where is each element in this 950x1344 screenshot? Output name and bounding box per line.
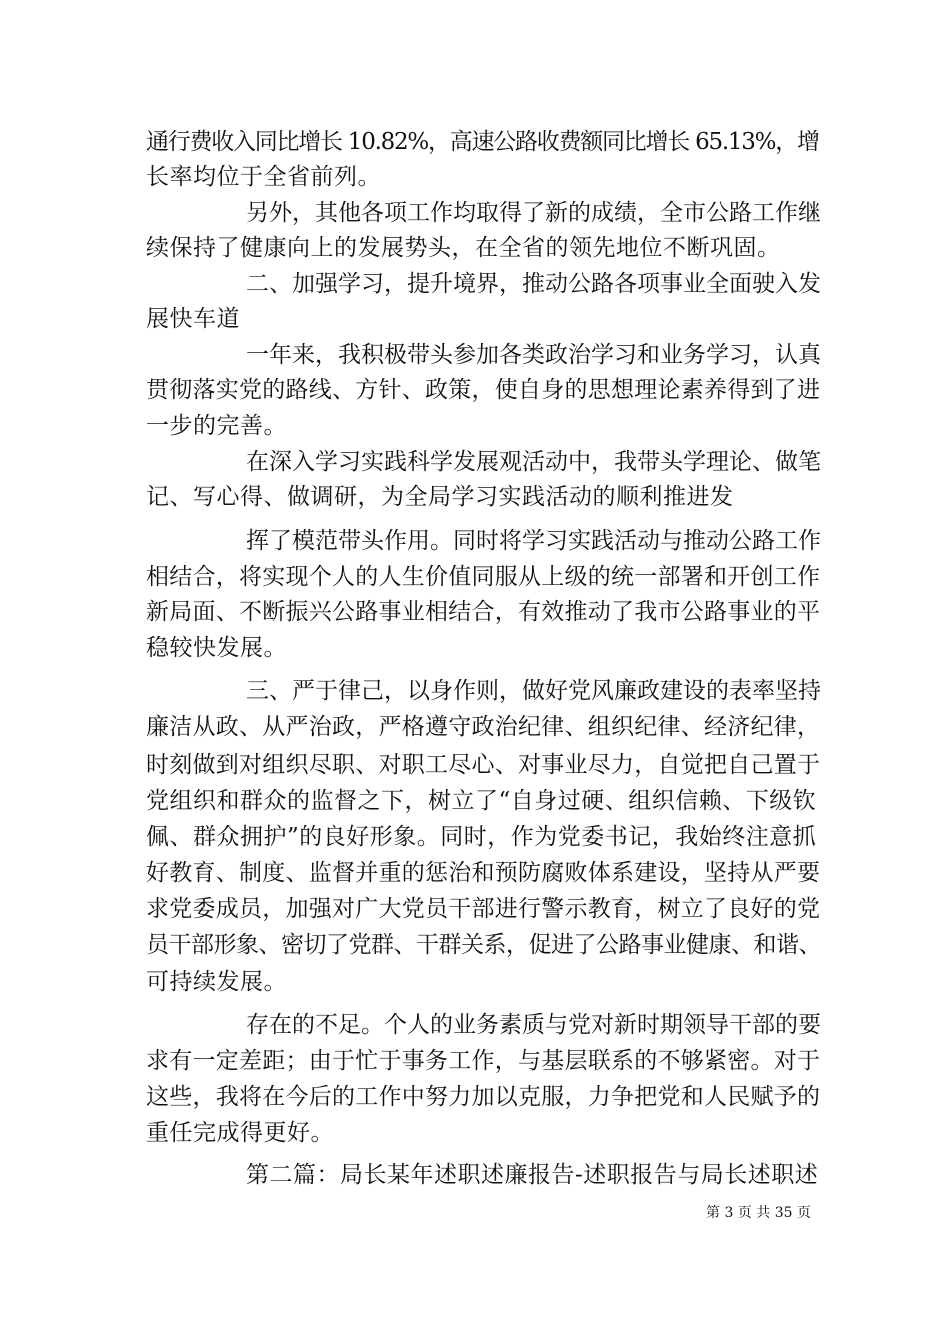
text-line: 求有一定差距；由于忙于事务工作，与基层联系的不够紧密。对于 — [146, 1048, 821, 1074]
text-line: 可持续发展。 — [146, 969, 287, 995]
text-line: 在深入学习实践科学发展观活动中，我带头学理论、做笔 — [246, 449, 821, 475]
text-line: 挥了模范带头作用。同时将学习实践活动与推动公路工作 — [246, 528, 821, 554]
text-line: 一年来，我积极带头参加各类政治学习和业务学习，认真 — [246, 342, 821, 368]
text-line: 存在的不足。个人的业务素质与党对新时期领导干部的要 — [246, 1012, 821, 1038]
section-heading: 二、加强学习，提升境界，推动公路各项事业全面驶入发 — [246, 271, 821, 297]
text-line: 记、写心得、做调研，为全局学习实践活动的顺利推进发 — [146, 484, 734, 510]
text-line: 佩、群众拥护”的良好形象。同时，作为党委书记，我始终注意抓 — [146, 824, 817, 850]
text-line: 另外，其他各项工作均取得了新的成绩，全市公路工作继 — [246, 200, 821, 226]
text-line: 廉洁从政、从严治政，严格遵守政治纪律、组织纪律、经济纪律， — [146, 714, 821, 740]
text-line: 贯彻落实党的路线、方针、政策，使自身的思想理论素养得到了进 — [146, 377, 821, 403]
text-line: 员干部形象、密切了党群、干群关系，促进了公路事业健康、和谐、 — [146, 932, 821, 958]
text-line: 好教育、制度、监督并重的惩治和预防腐败体系建设，坚持从严要 — [146, 860, 821, 886]
text-line: 稳较快发展。 — [146, 635, 287, 661]
text-line: 重任完成得更好。 — [146, 1120, 334, 1146]
page-number-footer: 第 3 页 共 35 页 — [706, 1205, 811, 1221]
text-line: 相结合，将实现个人的人生价值同服从上级的统一部署和开创工作 — [146, 564, 821, 590]
section-heading: 第二篇：局长某年述职述廉报告-述职报告与局长述职述 — [246, 1162, 819, 1188]
text-line: 党组织和群众的监督之下，树立了“自身过硬、组织信赖、下级钦 — [146, 788, 817, 814]
text-line: 求党委成员，加强对广大党员干部进行警示教育，树立了良好的党 — [146, 896, 821, 922]
section-heading: 展快车道 — [146, 306, 240, 332]
text-line: 这些，我将在今后的工作中努力加以克服，力争把党和人民赋予的 — [146, 1084, 821, 1110]
text-line: 长率均位于全省前列。 — [146, 164, 381, 190]
text-line: 时刻做到对组织尽职、对职工尽心、对事业尽力，自觉把自己置于 — [146, 752, 821, 778]
section-heading: 三、严于律己，以身作则，做好党风廉政建设的表率坚持 — [246, 678, 821, 704]
text-line: 通行费收入同比增长 10.82%，高速公路收费额同比增长 65.13%，增 — [146, 129, 819, 155]
text-line: 一步的完善。 — [146, 413, 287, 439]
text-line: 续保持了健康向上的发展势头，在全省的领先地位不断巩固。 — [146, 235, 781, 261]
text-line: 新局面、不断振兴公路事业相结合，有效推动了我市公路事业的平 — [146, 599, 821, 625]
